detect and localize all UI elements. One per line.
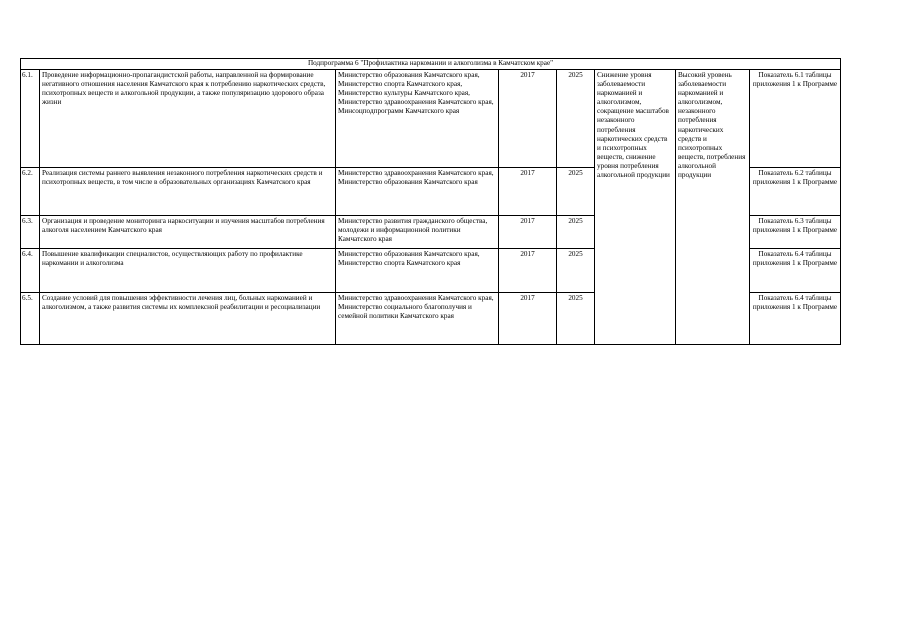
start-year: 2017	[499, 249, 557, 293]
start-year: 2017	[499, 168, 557, 216]
executor-line: Министерство спорта Камчатского края,	[338, 80, 463, 89]
row-number: 6.1.	[21, 70, 40, 168]
executor-line: Министерство здравоохранения Камчатского края,	[338, 169, 494, 177]
activity-cell: Проведение информационно-пропагандистской работы, направленной на формирование негативного отношения населения Камчатского края к потреблению наркотических средств, психотропных веществ и алкогольной продукции, а также популяризацию здорового образа жизни	[40, 70, 336, 168]
end-year: 2025	[557, 216, 595, 249]
end-year: 2025	[557, 249, 595, 293]
row-number: 6.4.	[21, 249, 40, 293]
executor-line: Министерство развития гражданского общества, молодежи и информационной политики Камчатского края	[338, 217, 488, 244]
indicator-link: Показатель 6.3 таблицы приложения 1 к Программе	[750, 216, 841, 249]
executors-cell	[336, 168, 499, 216]
executor-line: Министерство образования Камчатского края,	[338, 71, 480, 79]
row-number: 6.3.	[21, 216, 40, 249]
row-number: 6.5.	[21, 293, 40, 345]
end-year: 2025	[557, 168, 595, 216]
program-activities-table	[20, 58, 841, 345]
expected-result-cell: Снижение уровня заболеваемости наркоманией и алкоголизмом, сокращение масштабов незаконного потребления наркотических средств и психотропных веществ, снижение уровня потребления алкогольной продукции	[595, 70, 676, 345]
end-year: 2025	[557, 70, 595, 168]
indicator-link: Показатель 6.2 таблицы приложения 1 к Программе	[750, 168, 841, 216]
indicator-link: Показатель 6.4 таблицы приложения 1 к Программе	[750, 249, 841, 293]
executor-line: Министерство образования Камчатского края,	[338, 250, 480, 258]
indicator-link: Показатель 6.4 таблицы приложения 1 к Программе	[750, 293, 841, 345]
consequences-cell: Высокий уровень заболеваемости наркоманией и алкоголизмом, незаконного потребления наркотических средств и психотропных веществ, потребления алкогольной продукции	[676, 70, 750, 345]
subprogram-title: Подпрограмма 6 "Профилактика наркомании и алкоголизма в Камчатском крае"	[21, 59, 841, 70]
executors-cell	[336, 249, 499, 293]
executors-cell	[336, 216, 499, 249]
activity-cell: Организация и проведение мониторинга наркоситуации и изучения масштабов потребления алкоголя населением Камчатского края	[40, 216, 336, 249]
executor-line: Министерство социального благополучия и семейной политики Камчатского края	[338, 303, 472, 321]
executor-line: Министерство здравоохранения Камчатского края,	[338, 294, 494, 302]
executor-line: Министерство образования Камчатского края	[338, 178, 478, 187]
subprogram-title-row	[21, 59, 841, 70]
start-year: 2017	[499, 293, 557, 345]
table-row	[21, 70, 841, 168]
start-year: 2017	[499, 216, 557, 249]
executor-line: Министерство спорта Камчатского края	[338, 259, 461, 268]
start-year: 2017	[499, 70, 557, 168]
indicator-link: Показатель 6.1 таблицы приложения 1 к Программе	[750, 70, 841, 168]
executors-cell	[336, 70, 499, 168]
activity-cell: Создание условий для повышения эффективности лечения лиц, больных наркоманией и алкоголизмом, а также развития системы их комплексной реабилитации и ресоциализации	[40, 293, 336, 345]
row-number: 6.2.	[21, 168, 40, 216]
end-year: 2025	[557, 293, 595, 345]
activity-cell: Реализация системы раннего выявления незаконного потребления наркотических средств и психотропных веществ, в том числе в образовательных организациях Камчатского края	[40, 168, 336, 216]
executor-line: Минсоцподпрограмм Камчатского края	[338, 107, 460, 116]
executor-line: Министерство культуры Камчатского края,	[338, 89, 470, 98]
executor-line: Министерство здравоохранения Камчатского края,	[338, 98, 494, 107]
executors-cell	[336, 293, 499, 345]
activity-cell: Повышение квалификации специалистов, осуществляющих работу по профилактике наркомании и алкоголизма	[40, 249, 336, 293]
